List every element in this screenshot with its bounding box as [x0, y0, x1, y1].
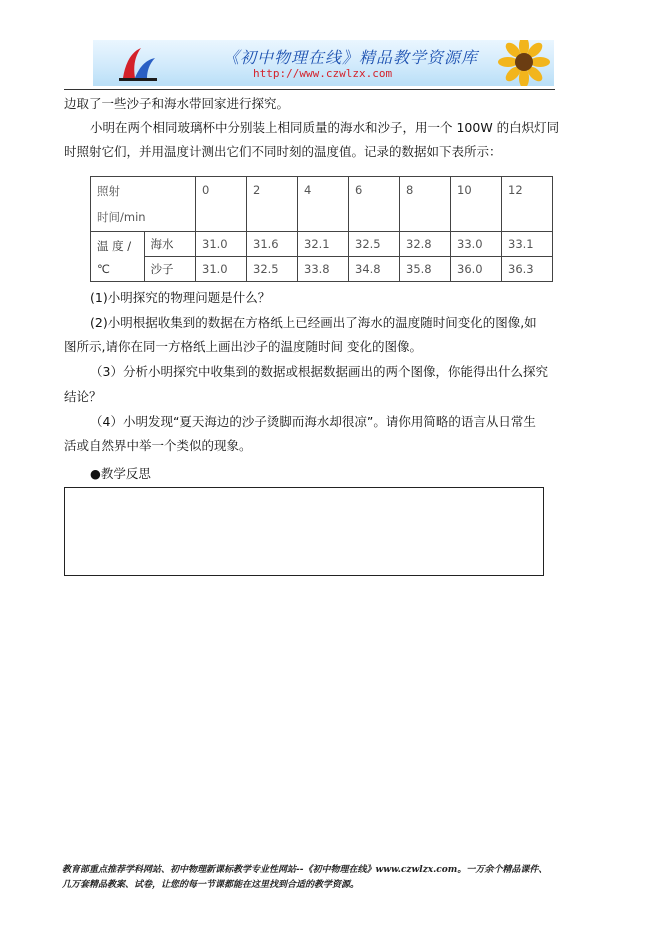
page-footer — [62, 863, 622, 893]
question-3-line1: （3）分析小明探究中收集到的数据或根据数据画出的两个图像，你能得出什么探究 — [90, 364, 548, 379]
question-4-line2: 活或自然界中举一个类似的现象。 — [64, 438, 252, 453]
banner-url: http://www.czwlzx.com — [253, 67, 393, 80]
time-cell: 0 — [196, 177, 247, 232]
time-cell: 10 — [451, 177, 502, 232]
sunflower-icon — [486, 40, 550, 86]
value-cell: 33.0 — [451, 232, 502, 257]
question-1: (1)小明探究的物理问题是什么？ — [90, 290, 271, 305]
question-2-line1: (2)小明根据收集到的数据在方格纸上已经画出了海水的温度随时间变化的图像,如 — [90, 315, 537, 330]
banner-title: 《初中物理在线》精品教学资源库 — [223, 48, 479, 67]
table-row-sand — [91, 257, 553, 282]
experiment-paragraph-line2: 时照射它们，并用温度计测出它们不同时刻的温度值。记录的数据如下表所示： — [64, 144, 502, 159]
temperature-table — [90, 176, 553, 282]
time-cell: 12 — [502, 177, 553, 232]
value-cell: 32.1 — [298, 232, 349, 257]
footer-line2: 几万套精品教案、试卷，让您的每一节课都能在这里找到合适的教学资源。 — [62, 880, 360, 890]
reflection-label: 教学反思 — [100, 466, 151, 481]
temperature-label-cell: 温 度 / ℃ — [91, 232, 145, 282]
footer-line1: 教育部重点推荐学科网站、初中物理新课标教学专业性网站--《初中物理在线》www.czwlzx.com。一万余个精品课件、 — [62, 865, 548, 875]
value-cell: 36.3 — [502, 257, 553, 282]
table-header-row — [91, 177, 553, 232]
reflection-heading — [90, 464, 151, 482]
row-label-seawater: 海水 — [144, 232, 195, 257]
value-cell: 31.6 — [247, 232, 298, 257]
reflection-box — [64, 487, 544, 576]
value-cell: 33.8 — [298, 257, 349, 282]
row-label-sand: 沙子 — [144, 257, 195, 282]
value-cell: 32.5 — [247, 257, 298, 282]
table-row-seawater — [91, 232, 553, 257]
value-cell: 31.0 — [196, 232, 247, 257]
time-label-cell: 照射 时间/min — [91, 177, 196, 232]
header-divider — [64, 89, 555, 90]
value-cell: 34.8 — [349, 257, 400, 282]
intro-line: 边取了一些沙子和海水带回家进行探究。 — [64, 96, 290, 111]
value-cell: 32.8 — [400, 232, 451, 257]
time-cell: 6 — [349, 177, 400, 232]
value-cell: 36.0 — [451, 257, 502, 282]
time-cell: 2 — [247, 177, 298, 232]
value-cell: 35.8 — [400, 257, 451, 282]
question-3-line2: 结论？ — [64, 389, 102, 404]
site-logo-icon — [115, 44, 159, 84]
time-cell: 8 — [400, 177, 451, 232]
bullet-icon: ● — [90, 466, 101, 481]
experiment-paragraph-line1: 小明在两个相同玻璃杯中分别装上相同质量的海水和沙子，用一个 100W 的白炽灯同 — [90, 120, 560, 135]
time-cell: 4 — [298, 177, 349, 232]
value-cell: 32.5 — [349, 232, 400, 257]
header-banner — [93, 40, 554, 86]
value-cell: 31.0 — [196, 257, 247, 282]
question-2-line2: 图所示,请你在同一方格纸上画出沙子的温度随时间 变化的图像。 — [64, 339, 422, 354]
value-cell: 33.1 — [502, 232, 553, 257]
question-4-line1: （4）小明发现“夏天海边的沙子烫脚而海水却很凉”。请你用简略的语言从日常生 — [90, 414, 536, 429]
